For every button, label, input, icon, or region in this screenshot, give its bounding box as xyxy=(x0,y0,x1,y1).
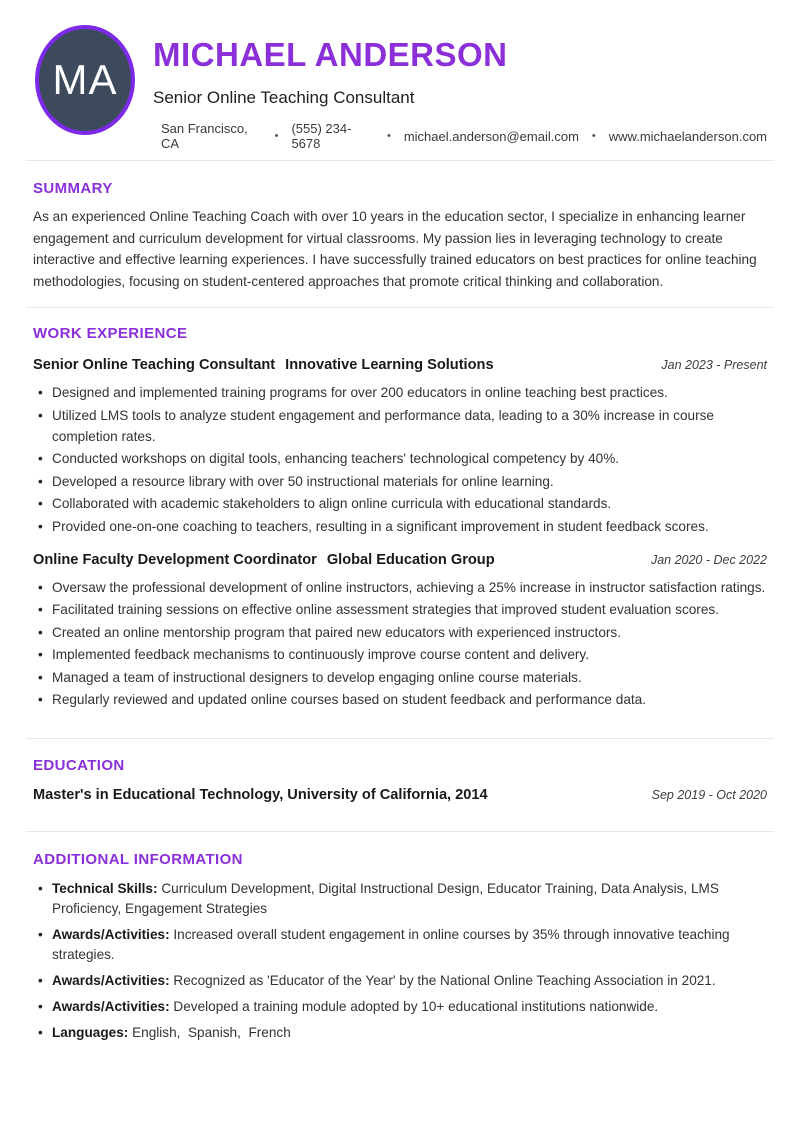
additional-item-label: Awards/Activities: xyxy=(52,999,170,1015)
job-header xyxy=(33,357,767,373)
additional-item-label: Awards/Activities: xyxy=(52,927,170,943)
additional-item-text: English, Spanish, French xyxy=(132,1025,291,1041)
additional-item xyxy=(33,997,767,1017)
job-bullet-list xyxy=(33,382,767,537)
contact-website: www.michaelanderson.com xyxy=(608,128,767,144)
section-divider xyxy=(26,831,774,832)
additional-item-text: Developed a training module adopted by 10+ educational institutions nationwide. xyxy=(173,999,659,1015)
additional-item xyxy=(33,971,767,991)
section-education xyxy=(0,757,800,803)
bullet-item: • Collaborated with academic stakeholders to align online curricula with educational standards. xyxy=(33,493,767,514)
section-additional-information xyxy=(0,851,800,1043)
contact-phone: (555) 234-5678 xyxy=(291,121,352,152)
additional-item-label: Technical Skills: xyxy=(52,881,158,897)
job-title-text: Senior Online Teaching Consultant xyxy=(33,357,276,374)
job-title-company xyxy=(33,357,494,373)
education-heading: EDUCATION xyxy=(33,757,125,775)
bullet-item: • Oversaw the professional development of online instructors, achieving a 25% increase in instructor satisfaction ratings. xyxy=(33,577,767,598)
additional-item-text: Recognized as 'Educator of the Year' by the National Online Teaching Association in 2021. xyxy=(173,973,716,989)
education-degree: Master's in Educational Technology, University of California, 2014 xyxy=(33,787,488,804)
contact-location: San Francisco, CA xyxy=(161,121,248,152)
contact-row xyxy=(161,121,767,151)
contact-separator: • xyxy=(386,130,391,143)
bullet-item: • Developed a resource library with over 50 instructional materials for online learning. xyxy=(33,471,767,492)
section-work-experience xyxy=(0,325,800,710)
bullet-item: • Facilitated training sessions on effective online assessment strategies that improved student evaluation scores. xyxy=(33,599,767,620)
contact-email: michael.anderson@email.com xyxy=(403,128,579,144)
section-divider xyxy=(26,738,774,739)
contact-separator: • xyxy=(591,130,596,143)
education-entry xyxy=(33,787,767,803)
job-company: Global Education Group xyxy=(326,551,495,568)
bullet-item: • Managed a team of instructional designers to develop engaging online course materials. xyxy=(33,667,767,688)
section-divider xyxy=(26,160,774,161)
header-job-title: Senior Online Teaching Consultant xyxy=(153,88,415,108)
job-dates: Jan 2020 - Dec 2022 xyxy=(650,552,767,567)
bullet-item: • Utilized LMS tools to analyze student engagement and performance data, leading to a 30% increase in course completion rates. xyxy=(33,405,767,447)
job-entry xyxy=(33,357,767,537)
bullet-item: • Provided one-on-one coaching to teachers, resulting in a significant improvement in student feedback scores. xyxy=(33,516,767,537)
bullet-item: • Regularly reviewed and updated online courses based on student feedback and performance data. xyxy=(33,689,767,710)
education-dates: Sep 2019 - Oct 2020 xyxy=(651,788,767,803)
bullet-item: • Created an online mentorship program that paired new educators with experienced instructors. xyxy=(33,622,767,643)
additional-item xyxy=(33,1023,767,1043)
job-dates: Jan 2023 - Present xyxy=(661,358,767,373)
page-title: MICHAEL ANDERSON xyxy=(153,36,508,73)
avatar-initials: MA xyxy=(52,56,118,103)
bullet-item: • Conducted workshops on digital tools, enhancing teachers' technological competency by 40%. xyxy=(33,448,767,469)
additional-item-text: Increased overall student engagement in online courses by 35% through innovative teaching strategies. xyxy=(52,927,734,963)
job-company: Innovative Learning Solutions xyxy=(285,357,494,374)
header-text xyxy=(153,25,767,151)
bullet-item: • Implemented feedback mechanisms to continuously improve course content and delivery. xyxy=(33,644,767,665)
job-header xyxy=(33,552,767,568)
summary-heading: SUMMARY xyxy=(33,180,113,198)
additional-item-text: Curriculum Development, Digital Instructional Design, Educator Training, Data Analysis, LMS Proficiency, Engagement Strategies xyxy=(52,881,723,917)
job-bullet-list xyxy=(33,577,767,711)
additional-item-label: Awards/Activities: xyxy=(52,973,170,989)
avatar xyxy=(35,25,135,135)
job-entry xyxy=(33,552,767,711)
additional-information-heading: ADDITIONAL INFORMATION xyxy=(33,851,243,869)
contact-separator: • xyxy=(274,130,279,143)
bullet-item: • Designed and implemented training programs for over 200 educators in online teaching best practices. xyxy=(33,382,767,403)
work-experience-heading: WORK EXPERIENCE xyxy=(33,325,188,343)
additional-item xyxy=(33,925,767,965)
job-title-text: Online Faculty Development Coordinator xyxy=(33,551,317,568)
section-divider xyxy=(26,307,774,308)
section-summary xyxy=(0,180,800,292)
additional-item-label: Languages: xyxy=(52,1025,129,1041)
resume-header xyxy=(0,0,800,151)
summary-text: As an experienced Online Teaching Coach with over 10 years in the education sector, I specialize in enhancing learner engagement and curriculum development for virtual classrooms. My passion lies in leveraging technology to create interactive and effective learning experiences. I have successfully trained educators on best practices for online teaching methodologies, focusing on student-centered approaches that promote critical thinking and collaboration. xyxy=(33,209,757,289)
additional-item xyxy=(33,879,767,919)
additional-info-list xyxy=(33,879,767,1043)
job-title-company xyxy=(33,552,495,568)
